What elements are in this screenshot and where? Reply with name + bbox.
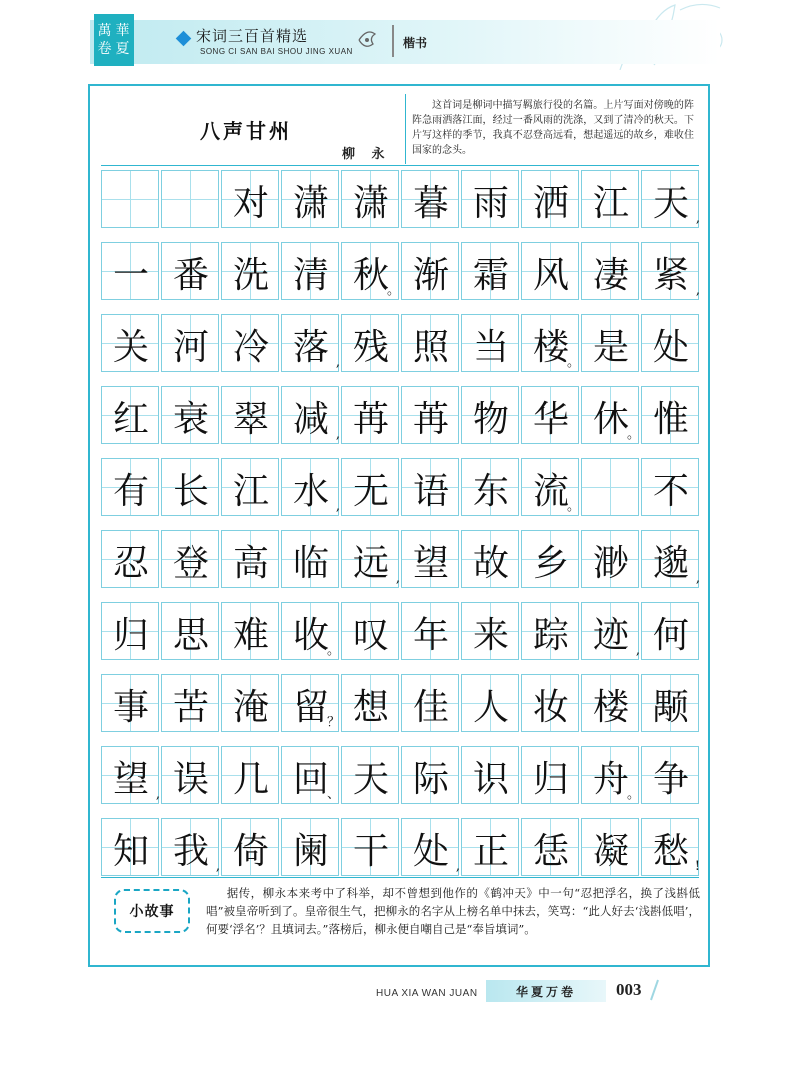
grid-cell [101, 818, 159, 876]
character [582, 459, 640, 517]
character: 长 [172, 470, 209, 512]
character: 人 [472, 686, 509, 728]
grid-cell [341, 746, 399, 804]
character: 楼 [532, 326, 569, 368]
grid-cell [521, 602, 579, 660]
punctuation: ! [694, 859, 700, 874]
grid-cell [461, 458, 519, 516]
page-number: 003 [616, 980, 642, 999]
grid-cell [281, 170, 339, 228]
grid-cell [401, 674, 459, 732]
grid-cell [641, 674, 699, 732]
character: 秋 [352, 254, 389, 296]
grid-cell [521, 746, 579, 804]
grid-cell [221, 602, 279, 660]
character: 妆 [532, 686, 569, 728]
slash-ornament-icon [648, 978, 660, 1002]
grid-cell [281, 602, 339, 660]
character: 我 [172, 830, 209, 872]
character: 踪 [532, 614, 569, 656]
grid-cell [101, 458, 159, 516]
grid-cell [581, 602, 639, 660]
character: 争 [652, 758, 689, 800]
character: 叹 [352, 614, 389, 656]
punctuation: ？ [326, 715, 340, 730]
character: 翠 [232, 398, 269, 440]
grid-cell [641, 386, 699, 444]
grid-cell [401, 746, 459, 804]
grid-cell [101, 242, 159, 300]
character: 落 [292, 326, 329, 368]
character: 远 [352, 542, 389, 584]
grid-cell [461, 530, 519, 588]
grid-cell [221, 818, 279, 876]
punctuation: , [695, 211, 700, 226]
grid-cell [341, 674, 399, 732]
grid-cell [461, 314, 519, 372]
character: 几 [232, 758, 269, 800]
character: 收 [292, 614, 329, 656]
grid-cell [281, 314, 339, 372]
grid-cell [161, 314, 219, 372]
grid-cell [281, 818, 339, 876]
grid-cell [581, 242, 639, 300]
grid-cell [521, 530, 579, 588]
grid-cell [401, 386, 459, 444]
grid-cell [521, 170, 579, 228]
character: 年 [412, 614, 449, 656]
punctuation: 。 [386, 283, 400, 298]
punctuation: , [335, 427, 340, 442]
grid-cell [281, 530, 339, 588]
character: 登 [172, 542, 209, 584]
grid-cell [641, 314, 699, 372]
grid-cell [401, 530, 459, 588]
grid-cell [341, 458, 399, 516]
character: 想 [352, 686, 389, 728]
grid-cell [101, 602, 159, 660]
character: 东 [472, 470, 509, 512]
poem-author: 柳 永 [342, 147, 391, 162]
character: 冷 [232, 326, 269, 368]
grid-cell [641, 818, 699, 876]
grid-cell [161, 458, 219, 516]
grid-cell [341, 530, 399, 588]
character: 暮 [412, 182, 449, 224]
character: 苒 [412, 398, 449, 440]
character: 不 [652, 470, 689, 512]
grid-cell [461, 674, 519, 732]
character: 江 [592, 182, 629, 224]
grid-cell [581, 818, 639, 876]
character: 识 [472, 758, 509, 800]
character: 语 [412, 470, 449, 512]
character: 对 [232, 182, 269, 224]
grid-cell [401, 170, 459, 228]
character: 关 [112, 326, 149, 368]
character: 舟 [592, 758, 629, 800]
character: 无 [352, 470, 389, 512]
punctuation: , [395, 571, 400, 586]
grid-row [100, 746, 700, 804]
header-separator [392, 25, 394, 57]
character [162, 171, 220, 229]
grid-cell [161, 530, 219, 588]
grid-cell [401, 818, 459, 876]
character: 衰 [172, 398, 209, 440]
character: 望 [412, 542, 449, 584]
character: 雨 [472, 182, 509, 224]
page-header [0, 0, 800, 70]
character: 番 [172, 254, 209, 296]
grid-cell [341, 386, 399, 444]
grid-cell [581, 530, 639, 588]
grid-row [100, 170, 700, 228]
grid-cell [281, 674, 339, 732]
grid-cell [581, 674, 639, 732]
grid-cell [521, 314, 579, 372]
character: 红 [112, 398, 149, 440]
character: 天 [352, 758, 389, 800]
punctuation: , [335, 355, 340, 370]
grid-cell [341, 602, 399, 660]
grid-cell [221, 386, 279, 444]
grid-cell [221, 674, 279, 732]
character: 流 [532, 470, 569, 512]
punctuation: , [455, 859, 460, 874]
grid-cell [281, 746, 339, 804]
character: 惟 [652, 398, 689, 440]
character: 故 [472, 542, 509, 584]
grid-cell [581, 746, 639, 804]
character: 苦 [172, 686, 209, 728]
grid-cell [581, 314, 639, 372]
character: 邈 [652, 542, 689, 584]
character: 留 [292, 686, 329, 728]
grid-cell [101, 314, 159, 372]
grid-row [100, 386, 700, 444]
grid-cell [521, 242, 579, 300]
grid-cell [341, 170, 399, 228]
character: 休 [592, 398, 629, 440]
grid-cell [221, 458, 279, 516]
character: 凄 [592, 254, 629, 296]
character: 是 [592, 326, 629, 368]
grid-cell [641, 746, 699, 804]
grid-cell [221, 746, 279, 804]
grid-cell [161, 818, 219, 876]
character: 一 [112, 254, 149, 296]
grid-cell [401, 458, 459, 516]
publisher-name: 华夏万卷 [486, 980, 606, 1002]
grid-cell [341, 818, 399, 876]
punctuation: 。 [566, 355, 580, 370]
character: 凝 [592, 830, 629, 872]
character: 水 [292, 470, 329, 512]
character: 难 [232, 614, 269, 656]
character: 洗 [232, 254, 269, 296]
grid-row [100, 674, 700, 732]
punctuation: , [215, 859, 220, 874]
grid-row [100, 242, 700, 300]
grid-cell [281, 458, 339, 516]
character: 霜 [472, 254, 509, 296]
grid-cell [341, 314, 399, 372]
series-title-pinyin: SONG CI SAN BAI SHOU JING XUAN [200, 47, 353, 56]
script-style-label: 楷书 [403, 36, 428, 50]
grid-cell [221, 170, 279, 228]
grid-cell [521, 386, 579, 444]
story-label: 小故事 [129, 904, 175, 920]
character: 高 [232, 542, 269, 584]
character: 误 [172, 758, 209, 800]
character: 干 [352, 830, 389, 872]
grid-cell [161, 746, 219, 804]
character: 风 [532, 254, 569, 296]
character: 洒 [532, 182, 569, 224]
grid-cell [401, 602, 459, 660]
character: 何 [652, 614, 689, 656]
grid-row [100, 602, 700, 660]
grid-cell [461, 170, 519, 228]
character: 处 [652, 326, 689, 368]
grid-cell [641, 602, 699, 660]
grid-cell [101, 530, 159, 588]
punctuation: , [695, 571, 700, 586]
character: 回 [292, 758, 329, 800]
grid-row [100, 314, 700, 372]
grid-cell [341, 242, 399, 300]
character: 来 [472, 614, 509, 656]
grid-cell [401, 242, 459, 300]
grid-cell [641, 458, 699, 516]
grid-cell [101, 746, 159, 804]
grid-cell [461, 386, 519, 444]
grid-cell [641, 242, 699, 300]
grid-cell [581, 386, 639, 444]
character: 当 [472, 326, 509, 368]
character: 潇 [292, 182, 329, 224]
character: 乡 [532, 542, 569, 584]
character: 渐 [412, 254, 449, 296]
character-grid [100, 166, 700, 888]
character: 临 [292, 542, 329, 584]
grid-cell [521, 458, 579, 516]
character: 事 [112, 686, 149, 728]
punctuation: 。 [566, 499, 580, 514]
grid-cell [221, 242, 279, 300]
grid-cell [521, 818, 579, 876]
character: 佳 [412, 686, 449, 728]
character: 减 [292, 398, 329, 440]
grid-cell [581, 170, 639, 228]
grid-cell [161, 602, 219, 660]
character: 苒 [352, 398, 389, 440]
character: 紧 [652, 254, 689, 296]
character: 残 [352, 326, 389, 368]
grid-cell [161, 674, 219, 732]
character: 愁 [652, 830, 689, 872]
story-text: 据传，柳永本来考中了科举，却不曾想到他作的《鹤冲天》中一句“忍把浮名，换了浅斟低唱”被皇帝听到了。皇帝很生气，把柳永的名字从上榜名单中抹去，笑骂：“此人好去‘浅斟低唱’，何要‘浮名’？且填词去。”落榜后，柳永便自嘲自己是“奉旨填词”。 [206, 886, 700, 936]
grid-cell [641, 170, 699, 228]
series-title: 宋词三百首精选 [196, 27, 309, 45]
character: 物 [472, 398, 509, 440]
character: 知 [112, 830, 149, 872]
punctuation: 、 [326, 787, 340, 802]
character: 倚 [232, 830, 269, 872]
grid-row [100, 530, 700, 588]
grid-cell [461, 602, 519, 660]
grid-cell [101, 386, 159, 444]
publisher-logo: 萬 華 卷 夏 [94, 14, 134, 66]
character: 清 [292, 254, 329, 296]
grid-cell [461, 818, 519, 876]
character: 忍 [112, 542, 149, 584]
punctuation: 。 [626, 427, 640, 442]
punctuation: 。 [326, 643, 340, 658]
character: 归 [112, 614, 149, 656]
grid-cell [581, 458, 639, 516]
grid-cell [401, 314, 459, 372]
grid-cell [221, 314, 279, 372]
character: 恁 [532, 830, 569, 872]
story-badge [114, 889, 190, 933]
punctuation: , [695, 283, 700, 298]
grid-cell [101, 674, 159, 732]
character: 望 [112, 758, 149, 800]
character: 渺 [592, 542, 629, 584]
grid-cell [161, 386, 219, 444]
grid-cell [221, 530, 279, 588]
poem-introduction: 这首词是柳词中描写羁旅行役的名篇。上片写面对傍晚的阵阵急雨洒落江面，经过一番风雨的洗涤，又到了清冷的秋天。下片写这样的季节，我真不忍登高远看，想起遥远的故乡，难收住国家的念头。 [405, 94, 698, 164]
grid-cell [281, 386, 339, 444]
scroll-ornament-icon [355, 26, 379, 54]
character: 际 [412, 758, 449, 800]
character: 楼 [592, 686, 629, 728]
character: 河 [172, 326, 209, 368]
punctuation: , [335, 499, 340, 514]
character: 颙 [652, 686, 689, 728]
punctuation: , [635, 643, 640, 658]
grid-cell [101, 170, 159, 228]
character: 天 [652, 182, 689, 224]
character: 思 [172, 614, 209, 656]
poem-title: 八声甘州 [200, 119, 292, 143]
grid-cell [521, 674, 579, 732]
grid-cell [161, 242, 219, 300]
grid-cell [641, 530, 699, 588]
character: 照 [412, 326, 449, 368]
grid-row [100, 818, 700, 876]
grid-cell [161, 170, 219, 228]
character: 处 [412, 830, 449, 872]
divider [101, 877, 699, 878]
character: 淹 [232, 686, 269, 728]
grid-cell [461, 746, 519, 804]
grid-cell [281, 242, 339, 300]
punctuation: 。 [626, 787, 640, 802]
character [102, 171, 160, 229]
character: 归 [532, 758, 569, 800]
character: 迹 [592, 614, 629, 656]
grid-row [100, 458, 700, 516]
publisher-name-pinyin: HUA XIA WAN JUAN [376, 988, 478, 999]
punctuation: , [155, 787, 160, 802]
character: 潇 [352, 182, 389, 224]
grid-cell [461, 242, 519, 300]
character: 有 [112, 470, 149, 512]
character: 华 [532, 398, 569, 440]
character: 阑 [292, 830, 329, 872]
character: 江 [232, 470, 269, 512]
character: 正 [472, 830, 509, 872]
